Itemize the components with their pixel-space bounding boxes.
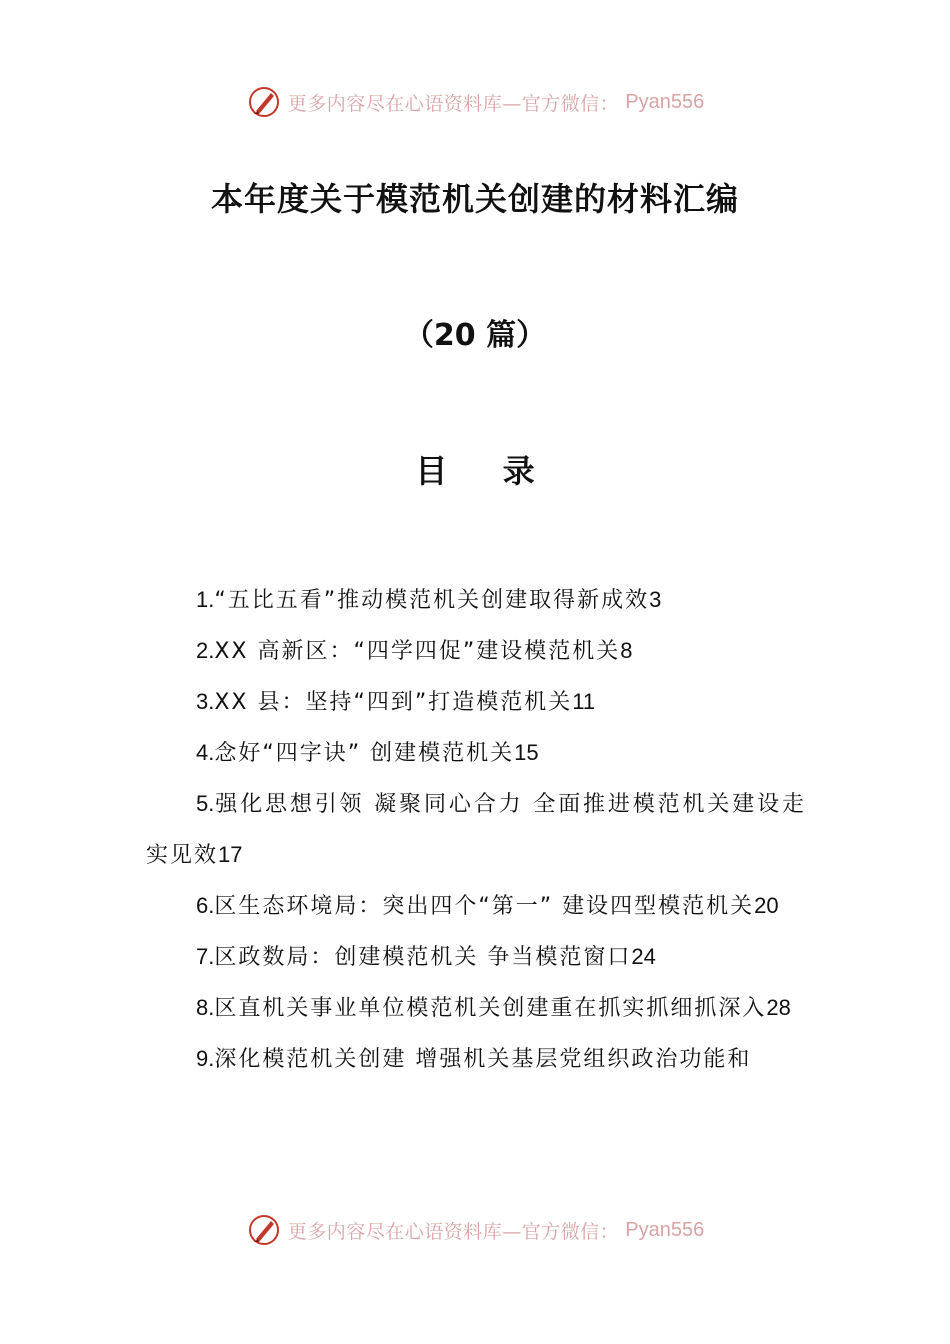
toc-item-1[interactable] [146,575,806,626]
toc-item-number: 9. [196,1046,215,1071]
toc-item-number: 5. [196,791,215,816]
toc-item-page: 3 [649,587,662,612]
toc-item-page: 20 [754,893,779,918]
toc-item-5[interactable] [146,779,806,881]
pen-logo-icon [246,84,282,120]
document-subtitle: （20 篇） [403,318,547,353]
toc-item-number: 6. [196,893,215,918]
footer-watermark-banner [0,1208,950,1252]
toc-item-title: 区生态环境局：突出四个“第一” 建设四型模范机关 [214,894,755,919]
toc-item-page: 15 [514,740,539,765]
table-of-contents [146,575,806,1085]
toc-item-page: 28 [766,995,791,1020]
banner-text: 更多内容尽在心语资料库—官方微信： [287,92,620,115]
toc-item-7[interactable] [146,932,806,983]
toc-heading: 目 录 [415,452,557,490]
toc-item-page: 24 [631,944,656,969]
toc-item-4[interactable] [146,728,806,779]
pen-logo-icon [246,1212,282,1248]
banner-handle: Pyan556 [625,90,705,113]
toc-item-page: 8 [620,638,633,663]
toc-item-title: 强化思想引领 凝聚同心合力 全面推进模范机关建设走实见效 [146,792,806,868]
document-title: 本年度关于模范机关创建的材料汇编 [210,180,739,218]
toc-item-number: 4. [196,740,215,765]
toc-item-page: 17 [218,842,243,867]
toc-item-title: 区政数局：创建模范机关 争当模范窗口 [214,945,632,970]
toc-item-title: “五比五看”推动模范机关创建取得新成效 [214,588,650,613]
toc-item-number: 2. [196,638,215,663]
banner-handle: Pyan556 [625,1218,705,1241]
header-watermark-banner [0,80,950,124]
toc-item-8[interactable] [146,983,806,1034]
toc-item-page: 11 [572,689,596,714]
banner-text: 更多内容尽在心语资料库—官方微信： [287,1220,620,1243]
toc-item-3[interactable] [146,677,806,728]
toc-item-number: 7. [196,944,215,969]
toc-item-number: 1. [196,587,215,612]
toc-item-title: 区直机关事业单位模范机关创建重在抓实抓细抓深入 [214,996,767,1021]
toc-item-2[interactable] [146,626,806,677]
toc-item-title: XX 高新区：“四学四促”建设模范机关 [214,639,621,664]
toc-item-title: 念好“四字诀” 创建模范机关 [214,741,515,766]
toc-item-number: 3. [196,689,215,714]
toc-item-9[interactable] [146,1034,806,1085]
toc-item-number: 8. [196,995,215,1020]
toc-item-title: XX 县：坚持“四到”打造模范机关 [214,690,573,715]
toc-item-title: 深化模范机关创建 增强机关基层党组织政治功能和 [214,1047,752,1072]
toc-item-6[interactable] [146,881,806,932]
